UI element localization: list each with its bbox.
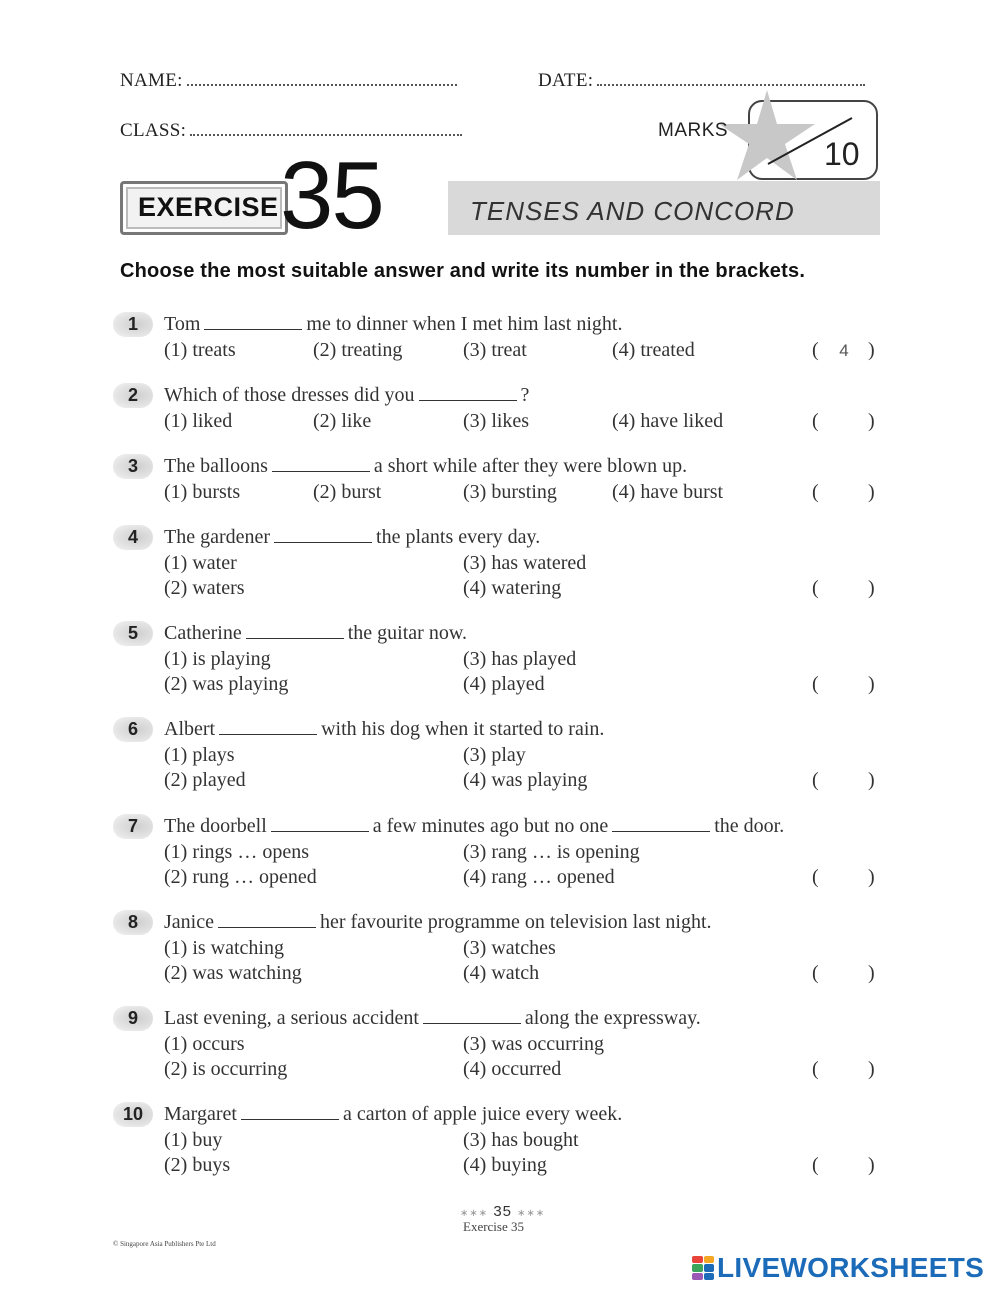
- class-field: [120, 120, 462, 142]
- question-number-badge: 4: [113, 525, 153, 550]
- question-text: [164, 814, 784, 840]
- option-3: (3) was occurring: [463, 1032, 605, 1055]
- question-text: [164, 312, 622, 338]
- date-label: DATE:: [538, 70, 594, 91]
- question-text-middle: a carton of apple juice every week.: [342, 1103, 623, 1125]
- option-1: (1) treats: [164, 338, 236, 361]
- bracket-close: ): [868, 338, 875, 361]
- date-dotted-line[interactable]: [597, 72, 865, 86]
- bracket-close: ): [868, 577, 875, 599]
- question-number-badge: 2: [113, 383, 153, 408]
- liveworksheets-brand: LIVEWORKSHEETS: [717, 1252, 985, 1283]
- instruction-text: Choose the most suitable answer and write its number in the brackets.: [120, 260, 806, 282]
- bracket-close: ): [868, 962, 875, 984]
- option-3: (3) has bought: [463, 1128, 579, 1151]
- option-1: (1) buy: [164, 1128, 223, 1151]
- option-3: (3) bursting: [463, 480, 557, 503]
- question-text-before: The gardener: [164, 526, 271, 548]
- bracket-open: (: [812, 1154, 819, 1176]
- exercise-number: 35: [280, 142, 383, 249]
- question-number-badge: 5: [113, 621, 153, 646]
- option-3: (3) play: [463, 743, 526, 766]
- answer-blank[interactable]: [612, 816, 710, 832]
- question-text: [164, 454, 687, 480]
- option-2: (2) waters: [164, 577, 245, 599]
- bracket-close: ): [868, 1154, 875, 1176]
- option-2: (2) rung … opened: [164, 866, 317, 888]
- option-1: (1) is watching: [164, 936, 284, 959]
- option-2: (2) was watching: [164, 962, 302, 984]
- answer-blank[interactable]: [274, 527, 372, 543]
- name-field: [120, 70, 457, 92]
- name-dotted-line[interactable]: [187, 72, 457, 86]
- bracket-close: ): [868, 673, 875, 695]
- liveworksheets-icon: [692, 1256, 714, 1280]
- option-1: (1) plays: [164, 743, 235, 766]
- bracket-open: (: [812, 769, 819, 791]
- option-4: (4) rang … opened: [463, 866, 615, 888]
- question-text-before: Tom: [164, 313, 201, 335]
- answer-blank[interactable]: [272, 456, 370, 472]
- footer-exercise-label: Exercise 35: [463, 1219, 525, 1234]
- answer-blank[interactable]: [419, 385, 517, 401]
- bracket-close: ): [868, 769, 875, 791]
- option-2: (2) burst: [313, 480, 382, 503]
- option-2: (2) treating: [313, 338, 403, 361]
- answer-blank[interactable]: [204, 314, 302, 330]
- bracket-close: ): [868, 866, 875, 888]
- bracket-open: (: [812, 338, 819, 361]
- name-label: NAME:: [120, 70, 183, 91]
- answer-blank[interactable]: [218, 912, 316, 928]
- option-4: (4) treated: [612, 338, 695, 361]
- question-text-before: The doorbell: [164, 815, 267, 837]
- question-text-middle: with his dog when it started to rain.: [321, 718, 605, 740]
- question-text: [164, 910, 712, 936]
- option-4: (4) buying: [463, 1154, 547, 1176]
- class-dotted-line[interactable]: [190, 122, 462, 136]
- question-text-before: Margaret: [164, 1103, 237, 1125]
- option-3: (3) has played: [463, 647, 577, 670]
- answer-blank[interactable]: [271, 816, 369, 832]
- option-4: (4) played: [463, 673, 545, 695]
- page-number: 35: [493, 1203, 512, 1220]
- question-text-before: Albert: [164, 718, 216, 740]
- option-1: (1) bursts: [164, 480, 241, 503]
- question-text: [164, 525, 540, 551]
- answer-blank[interactable]: [423, 1008, 521, 1024]
- class-label: CLASS:: [120, 120, 187, 141]
- answer-blank[interactable]: [246, 623, 344, 639]
- question-text-before: Janice: [164, 911, 214, 933]
- question-text-middle: a few minutes ago but no one: [372, 815, 609, 837]
- option-4: (4) watch: [463, 962, 540, 984]
- question-text-middle: the plants every day.: [376, 526, 541, 548]
- option-4: (4) watering: [463, 577, 562, 599]
- question-text-before: Which of those dresses did you: [164, 384, 415, 406]
- liveworksheets-logo[interactable]: [692, 1252, 984, 1284]
- footer-ornament-left: ∗∗∗: [460, 1208, 489, 1219]
- question-text: [164, 1102, 622, 1128]
- question-number-badge: 7: [113, 814, 153, 839]
- bracket-open: (: [812, 409, 819, 432]
- footer-ornament-right: ∗∗∗: [517, 1208, 546, 1219]
- bracket-close: ): [868, 480, 875, 503]
- question-text-middle: along the expressway.: [524, 1007, 701, 1029]
- question-number-badge: 1: [113, 312, 153, 337]
- question-text-before: Catherine: [164, 622, 242, 644]
- question-text-before: Last evening, a serious accident: [164, 1007, 419, 1029]
- question-text-middle: the guitar now.: [347, 622, 467, 644]
- bracket-open: (: [812, 866, 819, 888]
- option-1: (1) occurs: [164, 1032, 245, 1055]
- answer-blank[interactable]: [241, 1104, 339, 1120]
- option-2: (2) played: [164, 769, 246, 791]
- option-1: (1) water: [164, 551, 237, 574]
- marks-label: MARKS: [658, 120, 729, 141]
- option-2: (2) like: [313, 409, 372, 432]
- question-number-badge: 10: [113, 1102, 153, 1127]
- option-4: (4) occurred: [463, 1058, 562, 1080]
- bracket-open: (: [812, 673, 819, 695]
- footer-page-number: [460, 1203, 545, 1220]
- option-1: (1) rings … opens: [164, 840, 309, 863]
- question-number-badge: 3: [113, 454, 153, 479]
- option-2: (2) is occurring: [164, 1058, 288, 1080]
- question-text-middle: ?: [520, 384, 530, 406]
- exercise-label: EXERCISE: [138, 192, 279, 222]
- question-text: [164, 383, 529, 409]
- answer-blank[interactable]: [219, 719, 317, 735]
- option-2: (2) buys: [164, 1154, 231, 1176]
- question-text: [164, 717, 604, 743]
- question-number-badge: 9: [113, 1006, 153, 1031]
- bracket-close: ): [868, 409, 875, 432]
- question-text: [164, 1006, 701, 1032]
- question-text-middle: me to dinner when I met him last night.: [306, 313, 623, 335]
- question-text: [164, 621, 467, 647]
- question-number-badge: 8: [113, 910, 153, 935]
- option-2: (2) was playing: [164, 673, 289, 695]
- option-1: (1) liked: [164, 409, 233, 432]
- question-text-middle: her favourite programme on television last night.: [319, 911, 712, 933]
- answer-value[interactable]: 4: [839, 340, 849, 360]
- exercise-title: TENSES AND CONCORD: [470, 196, 795, 226]
- option-3: (3) rang … is opening: [463, 840, 640, 863]
- option-3: (3) watches: [463, 936, 556, 959]
- option-4: (4) was playing: [463, 769, 588, 791]
- option-4: (4) have burst: [612, 480, 724, 503]
- question-number-badge: 6: [113, 717, 153, 742]
- bracket-close: ): [868, 1058, 875, 1080]
- option-3: (3) likes: [463, 409, 530, 432]
- option-1: (1) is playing: [164, 647, 271, 670]
- option-3: (3) has watered: [463, 551, 587, 574]
- question-text-before: The balloons: [164, 455, 268, 477]
- option-3: (3) treat: [463, 338, 527, 361]
- marks-total: 10: [824, 136, 860, 172]
- question-text-middle: a short while after they were blown up.: [373, 455, 688, 477]
- bracket-open: (: [812, 577, 819, 599]
- bracket-open: (: [812, 962, 819, 984]
- option-4: (4) have liked: [612, 409, 724, 432]
- bracket-open: (: [812, 480, 819, 503]
- copyright-text: © Singapore Asia Publishers Pte Ltd: [113, 1240, 216, 1248]
- question-text-after: the door.: [714, 815, 785, 837]
- bracket-open: (: [812, 1058, 819, 1080]
